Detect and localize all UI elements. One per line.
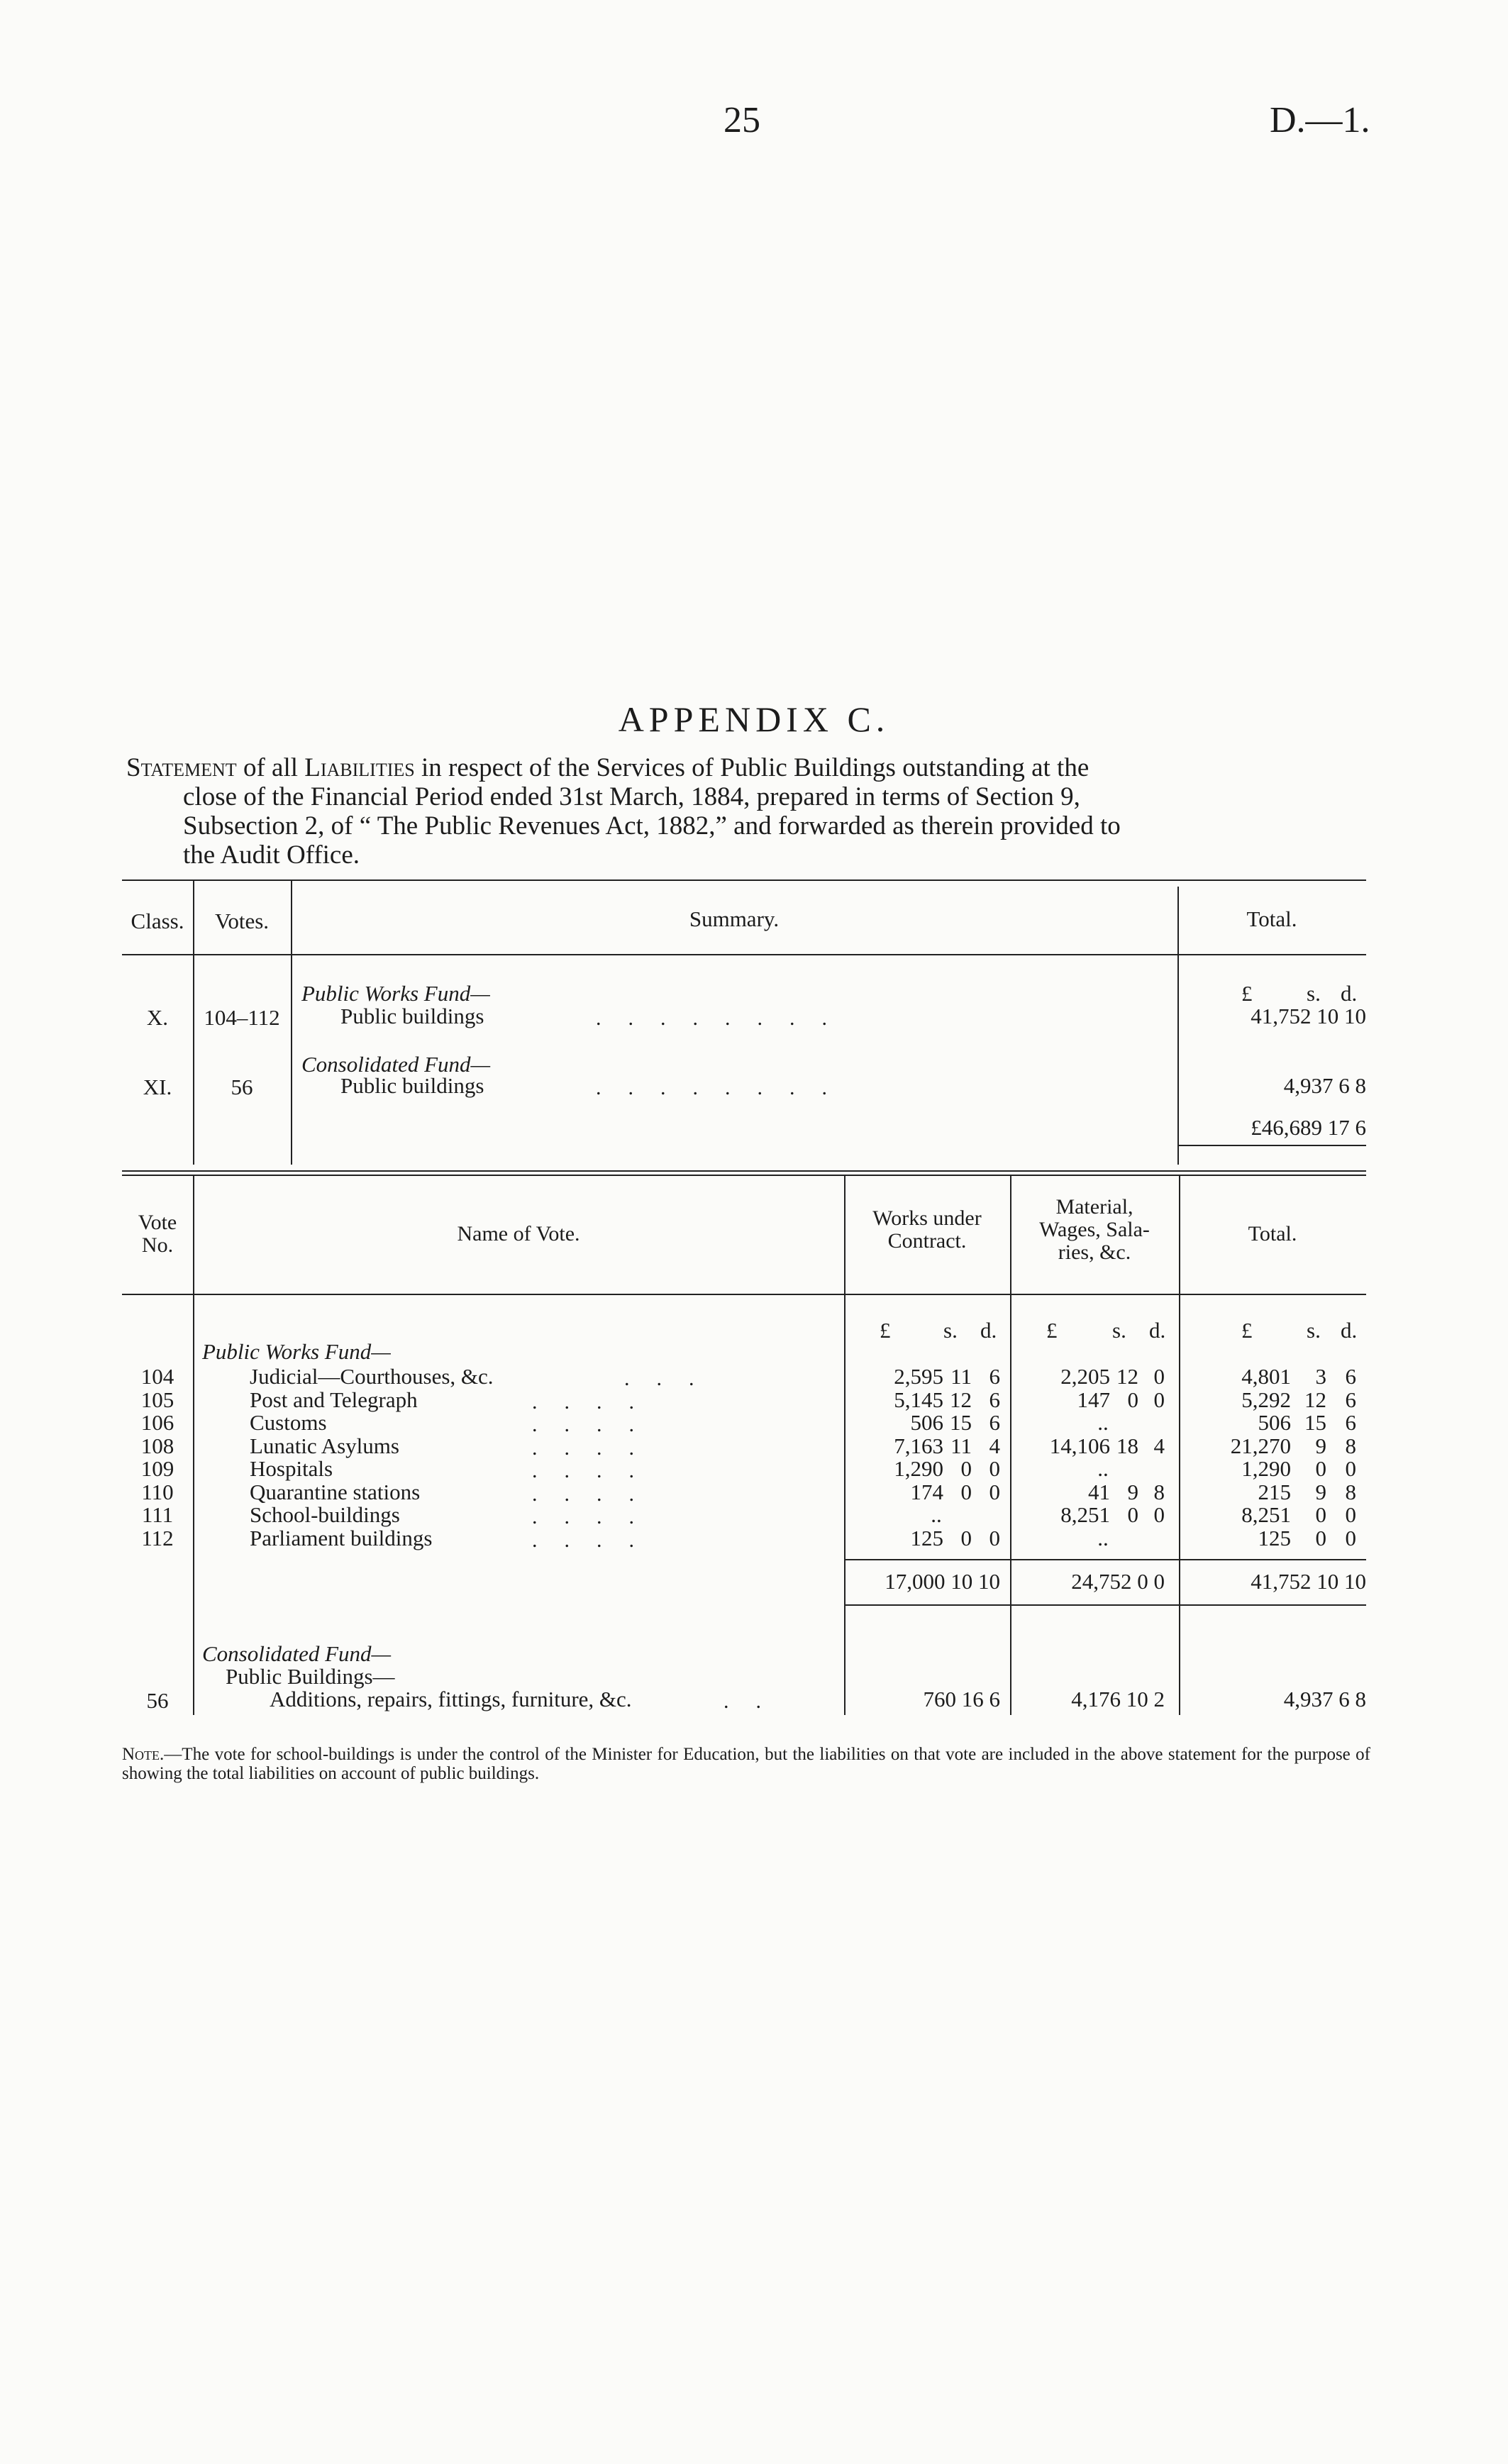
leader-dots: .... (532, 1436, 661, 1460)
row-total-shillings: 9 (1315, 1479, 1326, 1504)
row-material-empty: .. (1097, 1456, 1109, 1481)
row-works-shillings: 11 (950, 1364, 972, 1389)
row-vote-name: Post and Telegraph (250, 1387, 418, 1412)
subtotal-material: 24,752 0 0 (1071, 1569, 1165, 1594)
currency-shillings: s. (943, 1318, 958, 1343)
summary-row-item: Public buildings (340, 1073, 484, 1098)
detail-consolidated-fund: Consolidated Fund— (202, 1641, 392, 1666)
consolidated-material: 4,176 10 2 (1071, 1687, 1165, 1711)
leader-dots: .... (532, 1482, 661, 1506)
consolidated-total: 4,937 6 8 (1283, 1687, 1366, 1711)
row-total-pounds: 8,251 (1241, 1502, 1291, 1527)
currency-shillings: s. (1307, 981, 1321, 1006)
statement-line-2: close of the Financial Period ended 31st March, 1884, prepared in terms of Section 9, (183, 782, 1080, 811)
row-works-pence: 4 (989, 1433, 1000, 1458)
row-total-shillings: 15 (1304, 1410, 1326, 1435)
subtotal-works: 17,000 10 10 (885, 1569, 1000, 1594)
row-material-pounds: 147 (1077, 1387, 1110, 1412)
summary-row-class: X. (146, 1005, 169, 1030)
row-works-pounds: 7,163 (894, 1433, 943, 1458)
row-material-pounds: 14,106 (1049, 1433, 1110, 1458)
detail-subtotal-rule-bottom (844, 1604, 1366, 1606)
statement-line-4: the Audit Office. (183, 840, 360, 870)
row-vote-name: Customs (250, 1410, 327, 1435)
row-total-pence: 0 (1345, 1456, 1356, 1481)
row-works-shillings: 11 (950, 1433, 972, 1458)
row-works-pounds: 2,595 (894, 1364, 943, 1389)
summary-row-total: 41,752 10 10 (1251, 1004, 1366, 1028)
row-works-pence: 6 (989, 1410, 1000, 1435)
detail-col-rule (193, 1176, 194, 1715)
row-material-shillings: 18 (1116, 1433, 1138, 1458)
summary-grand-total: £46,689 17 6 (1251, 1115, 1366, 1140)
summary-total-rule (1177, 1145, 1366, 1146)
summary-header-class: Class. (131, 909, 184, 933)
row-vote-no: 106 (140, 1410, 174, 1435)
row-vote-name: Hospitals (250, 1456, 333, 1481)
row-vote-name: Parliament buildings (250, 1525, 433, 1550)
summary-header-total: Total. (1246, 906, 1297, 931)
row-vote-name: School-buildings (250, 1502, 400, 1527)
detail-header-works: Works under Contract. (872, 1206, 982, 1253)
statement-part: in respect of the Services of Public Buildings outstanding at the (414, 753, 1090, 782)
row-material-pence: 0 (1153, 1502, 1165, 1527)
row-total-pounds: 506 (1258, 1410, 1291, 1435)
currency-pence: d. (1341, 981, 1358, 1006)
row-works-shillings: 0 (960, 1456, 972, 1481)
summary-row-item: Public buildings (340, 1004, 484, 1028)
page-number: 25 (723, 100, 760, 140)
summary-row-fund: Consolidated Fund— (301, 1052, 491, 1077)
summary-row-total: 4,937 6 8 (1283, 1073, 1366, 1098)
row-material-shillings: 9 (1127, 1479, 1138, 1504)
detail-consolidated-sub: Public Buildings— (226, 1664, 395, 1689)
row-total-pounds: 125 (1258, 1525, 1291, 1550)
footnote (122, 1745, 1370, 1783)
row-total-pounds: 5,292 (1241, 1387, 1291, 1412)
row-total-pence: 6 (1345, 1387, 1356, 1412)
row-total-pence: 6 (1345, 1410, 1356, 1435)
consolidated-works: 760 16 6 (923, 1687, 1000, 1711)
row-vote-no: 105 (140, 1387, 174, 1412)
currency-pound: £ (1046, 1318, 1058, 1343)
row-material-shillings: 12 (1116, 1364, 1138, 1389)
leader-dots: .. (723, 1689, 788, 1713)
leader-dots: ........ (596, 1006, 854, 1030)
row-vote-name: Quarantine stations (250, 1479, 421, 1504)
row-vote-no: 108 (140, 1433, 174, 1458)
detail-header-material: Material, Wages, Sala- ries, &c. (1039, 1195, 1150, 1264)
row-total-shillings: 0 (1315, 1525, 1326, 1550)
summary-header-summary: Summary. (689, 906, 780, 931)
summary-top-rule (122, 879, 1366, 881)
summary-header-votes: Votes. (214, 909, 270, 933)
row-material-empty: .. (1097, 1410, 1109, 1435)
row-vote-no: 104 (140, 1364, 174, 1389)
row-works-pounds: 5,145 (894, 1387, 943, 1412)
appendix-title: APPENDIX C. (618, 699, 890, 739)
row-vote-no: 110 (141, 1479, 174, 1504)
row-material-pounds: 8,251 (1060, 1502, 1110, 1527)
row-material-pounds: 41 (1088, 1479, 1110, 1504)
subtotal-total: 41,752 10 10 (1251, 1569, 1366, 1594)
row-works-shillings: 12 (950, 1387, 972, 1412)
document-reference: D.—1. (1270, 100, 1370, 140)
row-works-pence: 0 (989, 1525, 1000, 1550)
statement-liabilities: Liabilities (304, 753, 415, 782)
summary-row-class: XI. (143, 1075, 172, 1099)
row-total-pence: 6 (1345, 1364, 1356, 1389)
row-material-empty: .. (1097, 1525, 1109, 1550)
row-total-pounds: 1,290 (1241, 1456, 1291, 1481)
row-works-pence: 6 (989, 1387, 1000, 1412)
row-works-pence: 0 (989, 1479, 1000, 1504)
detail-subtotal-rule (844, 1559, 1366, 1560)
detail-header-total: Total. (1248, 1222, 1297, 1245)
row-total-shillings: 0 (1315, 1502, 1326, 1527)
row-total-pounds: 215 (1258, 1479, 1291, 1504)
summary-row-votes: 104–112 (204, 1005, 280, 1030)
row-works-empty: .. (931, 1502, 942, 1527)
row-material-shillings: 0 (1127, 1502, 1138, 1527)
row-works-shillings: 0 (960, 1525, 972, 1550)
row-works-shillings: 0 (960, 1479, 972, 1504)
row-total-pence: 0 (1345, 1502, 1356, 1527)
row-works-pounds: 506 (910, 1410, 943, 1435)
row-vote-name: Judicial—Courthouses, &c. (250, 1364, 494, 1389)
row-works-pence: 6 (989, 1364, 1000, 1389)
leader-dots: .... (532, 1459, 661, 1482)
row-total-pence: 0 (1345, 1525, 1356, 1550)
leader-dots: .... (532, 1389, 661, 1414)
row-vote-name: Lunatic Asylums (250, 1433, 399, 1458)
currency-shillings: s. (1307, 1318, 1321, 1343)
footnote-label: Note. (122, 1745, 165, 1764)
leader-dots: .... (532, 1505, 661, 1528)
currency-pence: d. (1341, 1318, 1358, 1343)
row-vote-no: 112 (141, 1525, 174, 1550)
summary-row-votes: 56 (231, 1075, 253, 1099)
detail-header-vote-no: Vote No. (138, 1211, 177, 1257)
detail-consolidated-name: Additions, repairs, fittings, furniture, &c. (270, 1687, 632, 1711)
row-material-pence: 0 (1153, 1364, 1165, 1389)
leader-dots: ... (624, 1367, 721, 1390)
footnote-text: —The vote for school-buildings is under the control of the Minister for Education, but the liabilities on that vote are included in the above statement for the purpose of showing the total liabilities on account of public buildings. (122, 1745, 1370, 1783)
row-works-shillings: 15 (950, 1410, 972, 1435)
row-vote-no: 109 (140, 1456, 174, 1481)
currency-pound: £ (1241, 981, 1253, 1006)
statement-paragraph (126, 753, 1366, 870)
summary-row-fund: Public Works Fund— (301, 981, 490, 1006)
summary-header-rule (122, 954, 1366, 955)
detail-public-works-fund: Public Works Fund— (202, 1339, 391, 1364)
row-works-pence: 0 (989, 1456, 1000, 1481)
row-material-pence: 8 (1153, 1479, 1165, 1504)
leader-dots: .... (532, 1528, 661, 1552)
currency-pound: £ (1241, 1318, 1253, 1343)
currency-shillings: s. (1112, 1318, 1126, 1343)
row-works-pounds: 174 (910, 1479, 943, 1504)
row-total-shillings: 0 (1315, 1456, 1326, 1481)
row-works-pounds: 125 (910, 1525, 943, 1550)
row-material-pence: 4 (1153, 1433, 1165, 1458)
row-material-pence: 0 (1153, 1387, 1165, 1412)
currency-pound: £ (880, 1318, 891, 1343)
row-total-pounds: 21,270 (1230, 1433, 1291, 1458)
detail-header-name: Name of Vote. (457, 1222, 580, 1245)
leader-dots: ........ (596, 1076, 854, 1099)
row-total-shillings: 3 (1315, 1364, 1326, 1389)
row-material-pounds: 2,205 (1060, 1364, 1110, 1389)
row-total-shillings: 12 (1304, 1387, 1326, 1412)
statement-line-1 (126, 753, 1366, 782)
row-total-shillings: 9 (1315, 1433, 1326, 1458)
row-vote-no: 111 (141, 1502, 174, 1527)
row-total-pence: 8 (1345, 1433, 1356, 1458)
detail-top-rule (122, 1170, 1366, 1172)
row-works-pounds: 1,290 (894, 1456, 943, 1481)
leader-dots: .... (532, 1413, 661, 1436)
detail-consolidated-no: 56 (146, 1688, 169, 1713)
row-total-pence: 8 (1345, 1479, 1356, 1504)
statement-part: of all (236, 753, 305, 782)
row-total-pounds: 4,801 (1241, 1364, 1291, 1389)
row-material-shillings: 0 (1127, 1387, 1138, 1412)
currency-pence: d. (980, 1318, 997, 1343)
currency-pence: d. (1149, 1318, 1166, 1343)
statement-lead: Statement (126, 753, 237, 782)
statement-line-3: Subsection 2, of “ The Public Revenues Act, 1882,” and forwarded as therein provided to (183, 811, 1121, 840)
